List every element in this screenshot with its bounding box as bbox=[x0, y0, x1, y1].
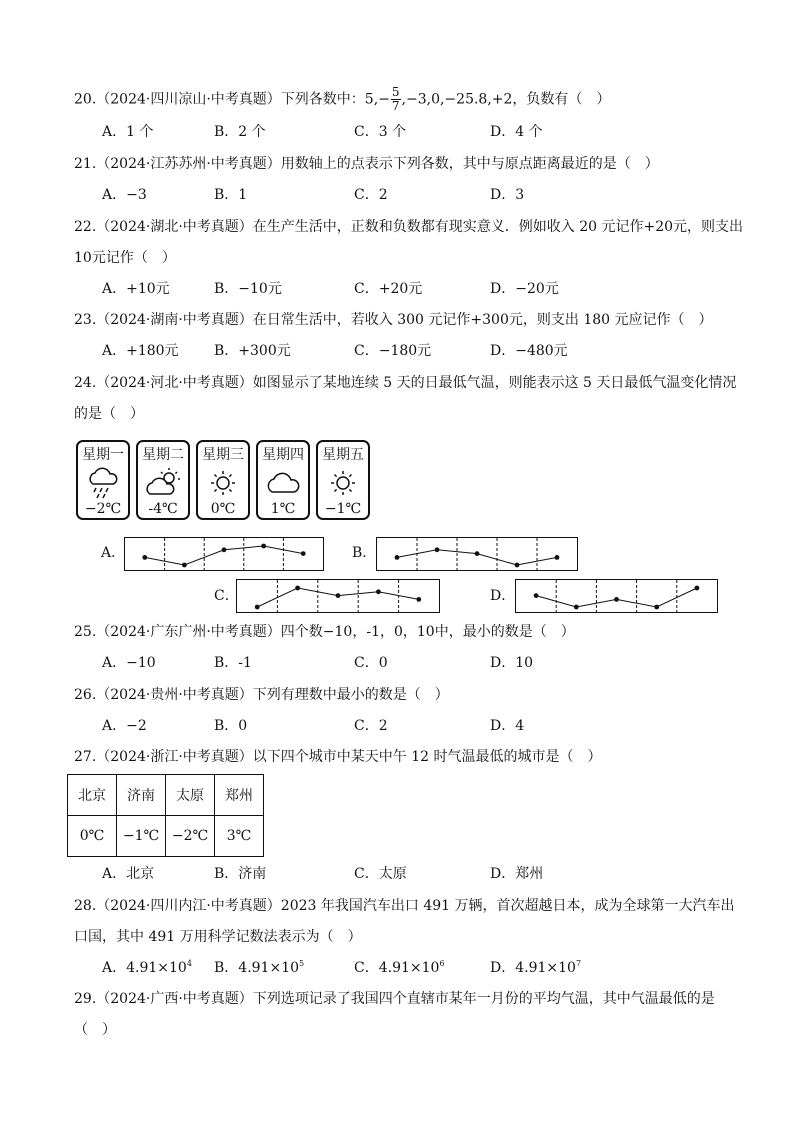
question-24: 24.（2024·河北·中考真题）如图显示了某地连续 5 天的日最低气温，则能表示这 5 天日最低气温变化情况 bbox=[74, 375, 737, 391]
option-c[interactable]: C．2 bbox=[354, 718, 388, 734]
option-a[interactable]: A．1 个 bbox=[102, 124, 154, 140]
question-24-cont: 的是（ ） bbox=[74, 406, 144, 422]
option-b[interactable]: B．−10元 bbox=[214, 281, 282, 297]
question-23: 23.（2024·湖南·中考真题）在日常生活中，若收入 300 元记作+300元，则支出 180 元应记作（ ） bbox=[74, 312, 713, 328]
option-d[interactable]: D．郑州 bbox=[490, 866, 544, 882]
question-28: 28.（2024·四川内江·中考真题）2023 年我国汽车出口 491 万辆，首次超越日本，成为全球第一大汽车出 bbox=[74, 898, 735, 914]
data-point bbox=[555, 555, 560, 560]
option-c[interactable]: C．太原 bbox=[354, 866, 407, 882]
data-point bbox=[142, 555, 147, 560]
option-d[interactable]: D．3 bbox=[490, 187, 525, 203]
option-b[interactable]: B．-1 bbox=[214, 655, 252, 671]
option-a[interactable]: A．−3 bbox=[102, 187, 147, 203]
option-c[interactable]: C．−180元 bbox=[354, 343, 432, 359]
option-a[interactable]: A．−2 bbox=[102, 718, 147, 734]
line-chart-a bbox=[125, 538, 323, 570]
table-cell: 0℃ bbox=[68, 816, 117, 857]
option-d[interactable]: D．10 bbox=[490, 655, 534, 671]
data-point bbox=[654, 605, 659, 610]
question-22-cont: 10元记作（ ） bbox=[74, 250, 176, 266]
line-chart-b bbox=[377, 538, 577, 570]
weather-card-tue: 星期二 -4℃ bbox=[136, 440, 190, 520]
table-cell: 郑州 bbox=[215, 775, 264, 816]
weather-card-thu: 星期四 1℃ bbox=[256, 440, 310, 520]
option-c[interactable]: C．+20元 bbox=[354, 281, 423, 297]
data-point bbox=[475, 551, 480, 556]
data-point bbox=[182, 563, 187, 568]
question-25: 25.（2024·广东广州·中考真题）四个数−10，-1，0，10中，最小的数是（ ） bbox=[74, 624, 575, 640]
data-point bbox=[515, 563, 520, 568]
question-28-cont: 口国，其中 491 万用科学记数法表示为（ ） bbox=[74, 929, 362, 945]
option-a[interactable]: A．+180元 bbox=[102, 343, 179, 359]
option-chart-b[interactable] bbox=[376, 537, 578, 571]
weather-card-mon: 星期一 −2℃ bbox=[76, 440, 130, 520]
option-c[interactable]: C．2 bbox=[354, 187, 388, 203]
chart-label-a[interactable]: A． bbox=[101, 545, 126, 561]
weather-card-fri: 星期五 −1℃ bbox=[316, 440, 370, 520]
data-point bbox=[416, 597, 421, 602]
table-cell: −2℃ bbox=[166, 816, 215, 857]
option-a[interactable]: A．−10 bbox=[102, 655, 156, 671]
table-cell: 太原 bbox=[166, 775, 215, 816]
data-point bbox=[295, 586, 300, 591]
city-temperature-table bbox=[67, 774, 264, 857]
data-point bbox=[534, 593, 539, 598]
sun-icon bbox=[323, 466, 363, 500]
data-point bbox=[336, 593, 341, 598]
option-chart-a[interactable] bbox=[124, 537, 324, 571]
table-cell: 济南 bbox=[117, 775, 166, 816]
table-cell: 3℃ bbox=[215, 816, 264, 857]
table-row bbox=[68, 816, 264, 857]
data-point bbox=[695, 586, 700, 591]
option-d[interactable]: D．$4.91\times 10^7$ bbox=[490, 959, 582, 976]
table-cell: −1℃ bbox=[117, 816, 166, 857]
option-chart-c[interactable] bbox=[236, 579, 440, 613]
weather-card-wed: 星期三 0℃ bbox=[196, 440, 250, 520]
chart-label-d[interactable]: D． bbox=[490, 588, 516, 604]
option-b[interactable]: B．+300元 bbox=[214, 343, 291, 359]
question-29-cont: （ ） bbox=[74, 1022, 116, 1038]
question-22-options bbox=[102, 279, 702, 299]
option-d[interactable]: D．−480元 bbox=[490, 343, 568, 359]
sun-icon bbox=[203, 466, 243, 500]
option-b[interactable]: B．0 bbox=[214, 718, 248, 734]
option-a[interactable]: A．$4.91\times 10^4$ bbox=[102, 959, 192, 976]
question-29: 29.（2024·广西·中考真题）下列选项记录了我国四个直辖市某年一月份的平均气温，其中气温最低的是 bbox=[74, 991, 715, 1007]
question-26-options bbox=[102, 716, 702, 736]
question-21: 21.（2024·江苏苏州·中考真题）用数轴上的点表示下列各数，其中与原点距离最近的是（ ） bbox=[74, 156, 659, 172]
question-26: 26.（2024·贵州·中考真题）下列有理数中最小的数是（ ） bbox=[74, 687, 449, 703]
option-chart-d[interactable] bbox=[515, 579, 718, 613]
partly-cloudy-icon bbox=[143, 466, 183, 500]
option-c[interactable]: C．3 个 bbox=[354, 124, 407, 140]
question-27-options bbox=[102, 864, 702, 884]
question-23-options bbox=[102, 341, 702, 361]
data-point bbox=[395, 555, 400, 560]
option-c[interactable]: C．$4.91\times 10^6$ bbox=[354, 959, 445, 976]
option-b[interactable]: B．1 bbox=[214, 187, 248, 203]
data-point bbox=[614, 597, 619, 602]
question-27: 27.（2024·浙江·中考真题）以下四个城市中某天中午 12 时气温最低的城市是（ ） bbox=[74, 749, 602, 765]
table-cell: 北京 bbox=[68, 775, 117, 816]
data-point bbox=[301, 551, 306, 556]
cloud-icon bbox=[263, 466, 303, 500]
data-point bbox=[376, 589, 381, 594]
chart-label-c[interactable]: C． bbox=[214, 588, 239, 604]
option-d[interactable]: D．4 个 bbox=[490, 124, 543, 140]
option-b[interactable]: B．济南 bbox=[214, 866, 267, 882]
option-c[interactable]: C．0 bbox=[354, 655, 388, 671]
question-25-options bbox=[102, 653, 702, 673]
table-row bbox=[68, 775, 264, 816]
data-point bbox=[255, 605, 260, 610]
question-21-options bbox=[102, 185, 702, 205]
question-20: 20.（2024·四川凉山·中考真题）下列各数中：5,− $\frac{5}{7}$ ,−3,0,−25.8,+2，负数有（ ） bbox=[74, 85, 611, 113]
rain-cloud-icon bbox=[83, 466, 123, 500]
option-d[interactable]: D．4 bbox=[490, 718, 525, 734]
question-20-options bbox=[102, 122, 702, 142]
line-chart-d bbox=[516, 580, 717, 612]
data-point bbox=[574, 605, 579, 610]
option-d[interactable]: D．−20元 bbox=[490, 281, 559, 297]
line-chart-c bbox=[237, 580, 439, 612]
option-b[interactable]: B．2 个 bbox=[214, 124, 266, 140]
data-point bbox=[435, 547, 440, 552]
question-28-options bbox=[102, 958, 702, 978]
question-22: 22.（2024·湖北·中考真题）在生产生活中，正数和负数都有现实意义．例如收入 20 元记作+20元，则支出 bbox=[74, 219, 744, 235]
option-b[interactable]: B．$4.91\times 10^5$ bbox=[214, 959, 305, 976]
option-a[interactable]: A．北京 bbox=[102, 866, 155, 882]
data-point bbox=[222, 547, 227, 552]
option-a[interactable]: A．+10元 bbox=[102, 281, 170, 297]
data-point bbox=[261, 544, 266, 549]
chart-label-b[interactable]: B． bbox=[352, 545, 377, 561]
fraction: $\frac{5}{7}$ bbox=[391, 85, 400, 113]
